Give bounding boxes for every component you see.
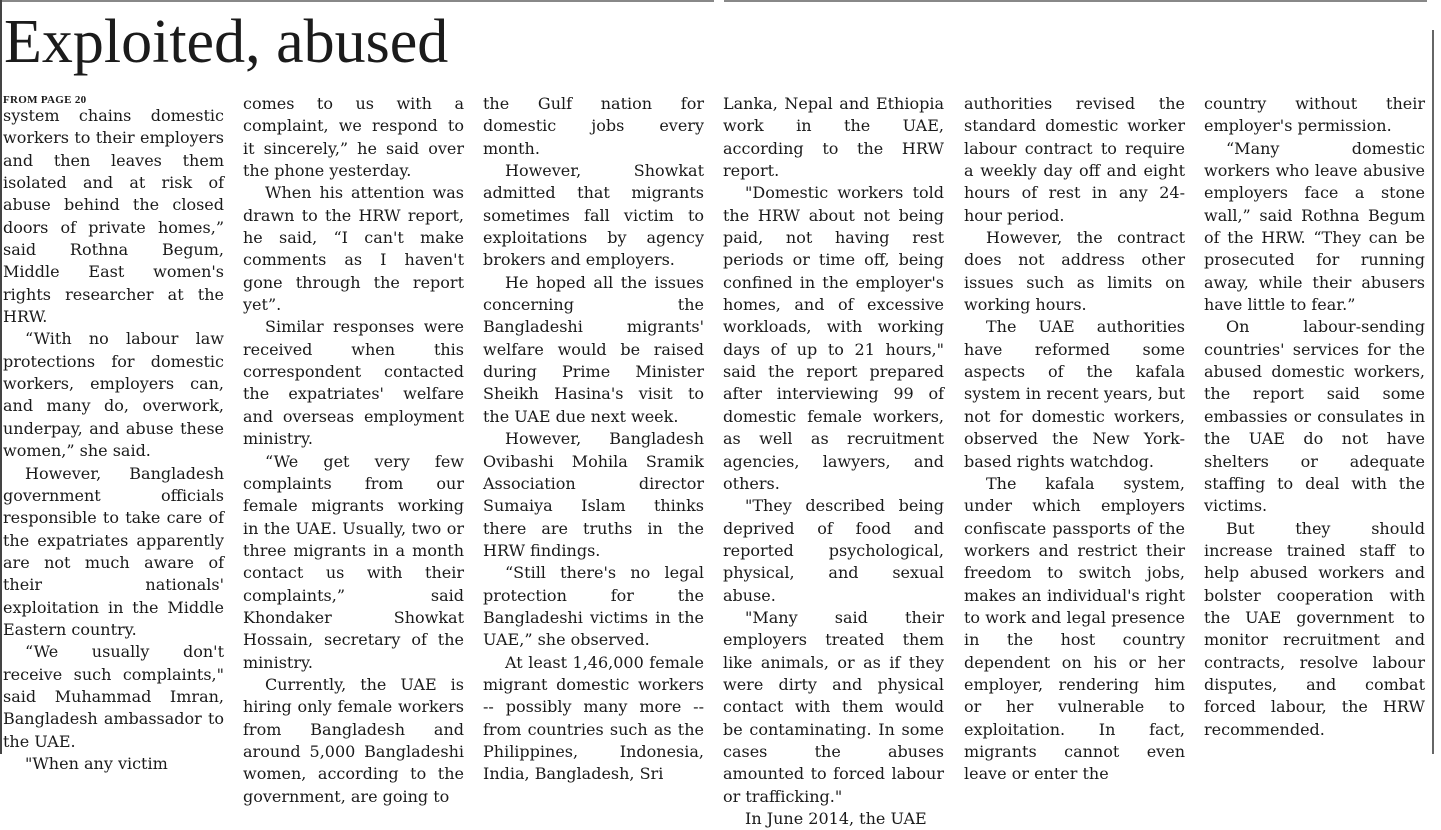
jump-line: FROM PAGE 20 (3, 94, 87, 106)
paragraph: the Gulf nation for domestic jobs every month. (483, 94, 704, 158)
paragraph: But they should increase trained staff to help abused workers and bolster cooperation with the UAE government to monitor recruitment and contracts, resolve labour disputes, and combat forced labour, the HRW recommended. (1204, 518, 1425, 739)
paragraph: "Many said their employers treated them like animals, or as if they were dirty and physical contact with them would be contaminating. In some cases the abuses amounted to forced labour or trafficking." (723, 607, 944, 806)
paragraph: “Many domestic workers who leave abusive employers face a stone wall,” said Rothna Begum of the HRW. “They can be prosecuted for running away, while their abusers have little to fear.” (1204, 138, 1425, 315)
paragraph: system chains domestic workers to their employers and then leaves them isolated and at risk of abuse behind the closed doors of private homes,” said Rothna Begum, Middle East women's rights researcher at the HRW. (3, 106, 224, 327)
right-rule (1432, 30, 1434, 754)
headline: Exploited, abused (4, 8, 449, 76)
paragraph: “We usually don't receive such complaints," said Muhammad Imran, Bangladesh ambassador to the UAE. (3, 642, 224, 751)
paragraph: In June 2014, the UAE (745, 809, 927, 828)
paragraph: On labour-sending countries' services for the abused domestic workers, the report said some embassies or consulates in the UAE do not have shelters or adequate staffing to deal with the victims. (1204, 317, 1425, 516)
article-column-1 (3, 93, 224, 773)
paragraph: Currently, the UAE is hiring only female workers from Bangladesh and around 5,000 Bangladeshi women, according to the government, are going to (243, 674, 464, 806)
paragraph: However, the contract does not address other issues such as limits on working hours. (964, 228, 1185, 315)
top-rule-left (0, 0, 714, 2)
paragraph: However, Bangladesh Ovibashi Mohila Sramik Association director Sumaiya Islam thinks there are truths in the HRW findings. (483, 429, 704, 560)
paragraph: When his attention was drawn to the HRW report, he said, “I can't make comments as I haven't gone through the report yet”. (243, 183, 464, 315)
paragraph: "They described being deprived of food and reported psychological, physical, and sexual abuse. (723, 496, 944, 605)
paragraph: The UAE authorities have reformed some aspects of the kafala system in recent years, but not for domestic workers, observed the New York-based rights watchdog. (964, 317, 1185, 471)
paragraph: “Still there's no legal protection for the Bangladeshi victims in the UAE,” she observed. (483, 563, 704, 650)
paragraph: “With no labour law protections for domestic workers, employers can, and many do, overwork, underpay, and abuse these women,” she said. (3, 329, 224, 461)
paragraph: Lanka, Nepal and Ethiopia work in the UAE, according to the HRW report. (723, 94, 944, 181)
paragraph: However, Bangladesh government officials responsible to take care of the expatriates apparently are not much aware of their nationals' exploitation in the Middle Eastern country. (3, 463, 224, 639)
paragraph: However, Showkat admitted that migrants sometimes fall victim to exploitations by agency brokers and employers. (483, 161, 704, 270)
article-column-2 (243, 93, 464, 806)
paragraph: "Domestic workers told the HRW about not being paid, not having rest periods or time off, being confined in the employer's homes, and of excessive workloads, with working days of up to 21 hours," said the report prepared after interviewing 99 of domestic female workers, as well as recruitment agencies, lawyers, and others. (723, 183, 944, 493)
paragraph: The kafala system, under which employers confiscate passports of the workers and restrict their freedom to switch jobs, makes an individual's right to work and legal presence in the host country dependent on his or her employer, rendering him or her vulnerable to exploitation. In fact, migrants cannot even leave or enter the (964, 473, 1185, 784)
paragraph: comes to us with a complaint, we respond to it sincerely,” he said over the phone yesterday. (243, 94, 464, 181)
left-rule (0, 0, 2, 754)
paragraph: Similar responses were received when this correspondent contacted the expatriates' welfare and overseas employment ministry. (243, 317, 464, 449)
top-rule-right (724, 0, 1427, 2)
paragraph: At least 1,46,000 female migrant domestic workers -- possibly many more -- from countries such as the Philippines, Indonesia, India, Bangladesh, Sri (483, 652, 704, 784)
paragraph: He hoped all the issues concerning the Bangladeshi migrants' welfare would be raised during Prime Minister Sheikh Hasina's visit to the UAE due next week. (483, 272, 704, 426)
paragraph: “We get very few complaints from our female migrants working in the UAE. Usually, two or three migrants in a month contact us with their complaints,” said Khondaker Showkat Hossain, secretary of the ministry. (243, 451, 464, 672)
article-column-3 (483, 93, 704, 784)
article-column-6 (1204, 93, 1425, 754)
paragraph: "When any victim (25, 753, 168, 773)
paragraph: authorities revised the standard domestic worker labour contract to require a weekly day off and eight hours of rest in any 24-hour period. (964, 94, 1185, 225)
article-column-5 (964, 93, 1185, 784)
article-column-4 (723, 93, 944, 828)
paragraph: country without their employer's permission. (1204, 94, 1425, 136)
